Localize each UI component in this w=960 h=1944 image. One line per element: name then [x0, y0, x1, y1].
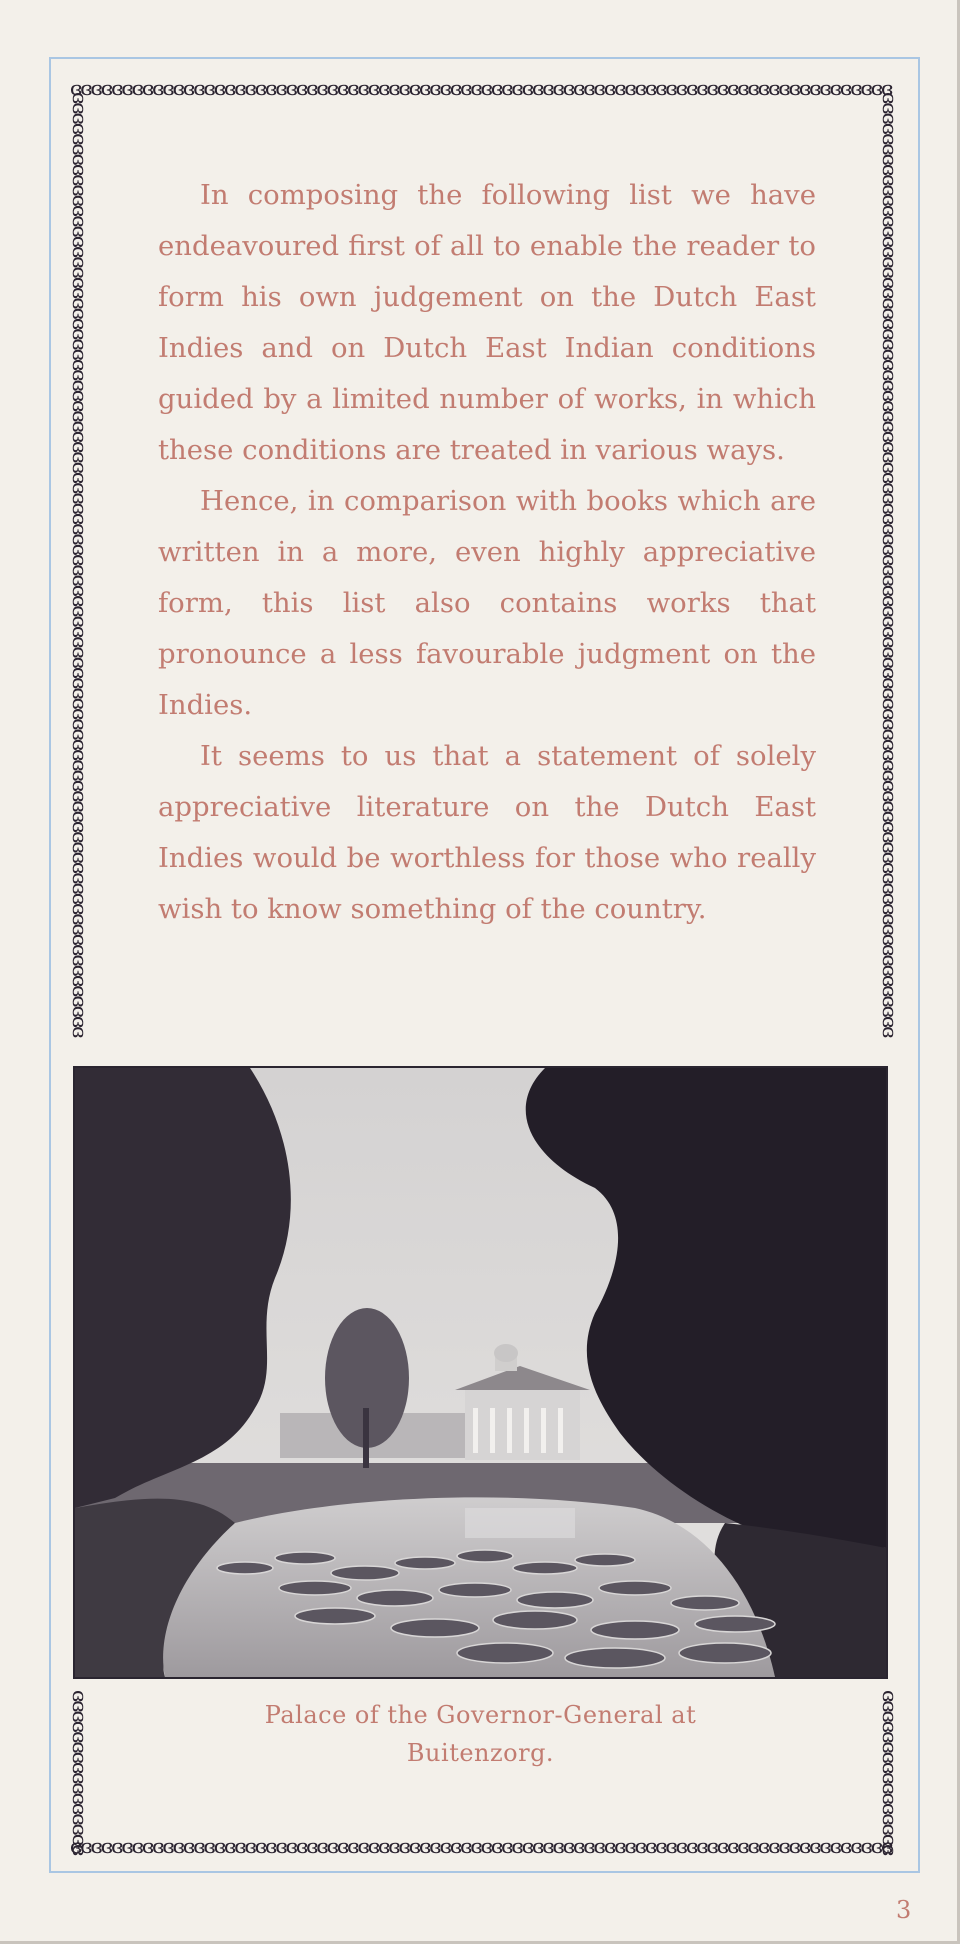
ornamental-border-right-lower: ɞɞɞɞɞɞɞɞɞɞɞɞɞɞɞɞ: [878, 1690, 902, 1855]
paragraph: In composing the following list we have endeavoured first of all to enable the reader to form his own judgement on the Dutch East Indies and on Dutch East Indian conditions guided by a limited number of works, in which these conditions are treated in various ways.: [158, 179, 816, 466]
ornamental-border-top: ɞɞɞɞɞɞɞɞɞɞɞɞɞɞɞɞɞɞɞɞɞɞɞɞɞɞɞɞɞɞɞɞɞɞɞɞɞɞɞɞɞɞɞɞɞɞɞɞɞɞɞɞɞɞɞɞɞɞɞɞɞɞɞɞɞɞɞɞɞɞɞɞɞɞɞɞɞɞɞɞ: [70, 76, 892, 100]
ornamental-border-bottom: ɞɞɞɞɞɞɞɞɞɞɞɞɞɞɞɞɞɞɞɞɞɞɞɞɞɞɞɞɞɞɞɞɞɞɞɞɞɞɞɞɞɞɞɞɞɞɞɞɞɞɞɞɞɞɞɞɞɞɞɞɞɞɞɞɞɞɞɞɞɞɞɞɞɞɞɞɞɞɞɞ: [70, 1834, 892, 1858]
paragraph: Hence, in comparison with books which are written in a more, even highly appreciative form, this list also contains works that pronounce a less favourable judgment on the Indies.: [158, 485, 816, 721]
caption-line: Palace of the Governor-General at: [264, 1701, 697, 1729]
ornamental-border-right: ɞɞɞɞɞɞɞɞɞɞɞɞɞɞɞɞɞɞɞɞɞɞɞɞɞɞɞɞɞɞɞɞɞɞɞɞɞɞɞɞɞɞɞɞɞɞɞɞɞɞɞɞɞɞɞɞɞɞɞɞɞɞɞɞɞɞɞɞɞɞɞɞɞɞɞɞɞɞɞɞɞɞɞɞɞɞɞɞɞɞɞɞ: [878, 92, 902, 1037]
introduction-text: [158, 170, 816, 935]
photo-caption: [73, 1696, 888, 1772]
ornamental-border-left-lower: ɞɞɞɞɞɞɞɞɞɞɞɞɞɞɞɞ: [68, 1690, 92, 1855]
ornamental-border-left: ɞɞɞɞɞɞɞɞɞɞɞɞɞɞɞɞɞɞɞɞɞɞɞɞɞɞɞɞɞɞɞɞɞɞɞɞɞɞɞɞɞɞɞɞɞɞɞɞɞɞɞɞɞɞɞɞɞɞɞɞɞɞɞɞɞɞɞɞɞɞɞɞɞɞɞɞɞɞɞɞɞɞɞɞɞɞɞɞɞɞɞɞ: [68, 92, 92, 1037]
paragraph: It seems to us that a statement of solely appreciative literature on the Dutch East Indies would be worthless for those who really wish to know something of the country.: [158, 740, 816, 925]
page-number: 3: [896, 1896, 912, 1924]
caption-line: Buitenzorg.: [406, 1739, 555, 1767]
palace-photograph: [73, 1066, 888, 1679]
